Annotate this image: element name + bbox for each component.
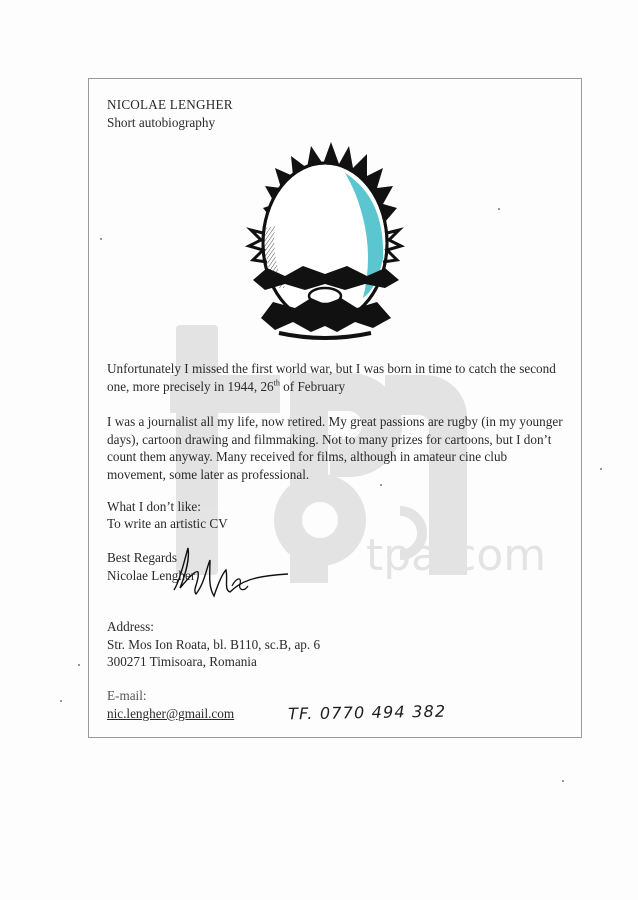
author-name: NICOLAE LENGHER [107,97,233,112]
scan-speck [100,238,102,240]
handwritten-signature [170,540,290,602]
scan-speck [600,468,602,470]
scan-speck [562,780,564,782]
paragraph-birth [107,360,569,395]
caricature-portrait [245,138,405,343]
scan-speck [498,208,500,210]
address-street: Str. Mos Ion Roata, bl. B110, sc.B, ap. 6 [107,637,321,652]
closing-regards: Best Regards [107,550,177,565]
ordinal-suffix: th [273,378,280,388]
scan-speck [380,484,382,486]
address-city: 300271 Timisoara, Romania [107,654,257,669]
address-heading: Address: [107,619,154,634]
scan-speck [60,700,62,702]
dislikes-heading: What I don’t like: [107,499,201,514]
paragraph-career: I was a journalist all my life, now retired. My great passions are rugby (in my younger days), cartoon drawing and filmmaking. Not to many prizes for cartoons, but I don’t count them anyway. Many received for films, although in amateur cine club movement, some later as professional. [107,414,563,482]
scan-speck [78,664,80,666]
closing-name: Nicolae Lengher [107,568,196,583]
handwritten-phone: TF. 0770 494 382 [287,701,447,724]
email-heading: E-mail: [107,688,147,703]
paragraph-birth-end: of February [279,378,346,394]
dislikes-text: To write an artistic CV [107,516,228,531]
document-subtitle: Short autobiography [107,115,216,130]
watermark-text: tpa.com [366,530,547,581]
paragraph-birth-text: Unfortunately I missed the first world war, but I was born in time to catch the second one, more precisely in 1944, 26 [107,361,556,394]
email-link[interactable]: nic.lengher@gmail.com [107,706,235,721]
